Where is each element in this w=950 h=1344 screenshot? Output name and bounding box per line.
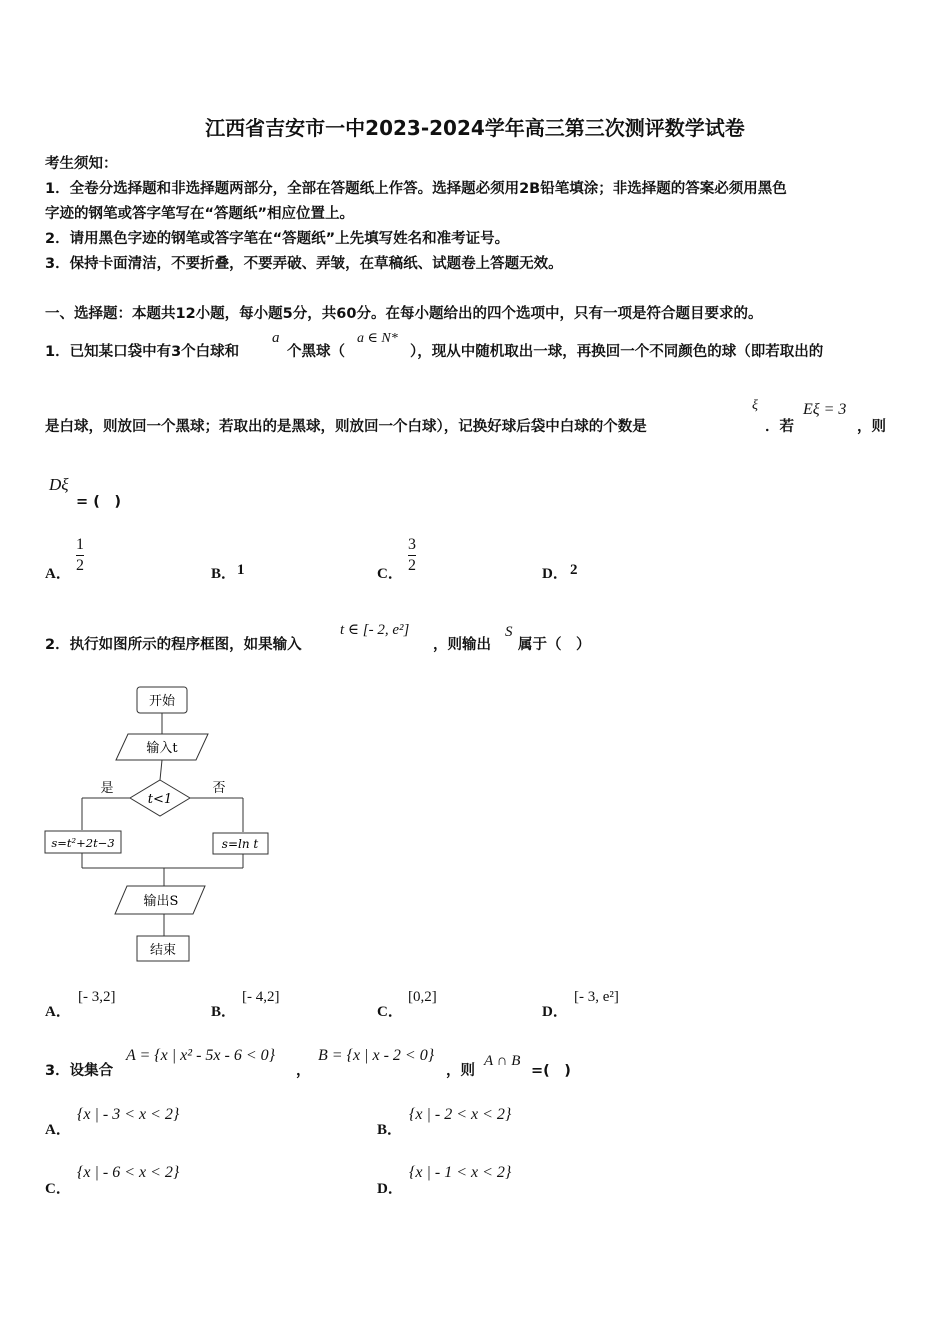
- q2-var-s: S: [505, 624, 513, 640]
- q1-text: ），现从中随机取出一球，再换回一个不同颜色的球（即若取出的: [410, 344, 824, 360]
- option-label: D．: [542, 566, 568, 582]
- q3-expression: A ∩ B: [484, 1053, 521, 1069]
- option-value: 2: [570, 562, 578, 578]
- section-heading: 一、选择题：本题共12小题，每小题5分，共60分。在每小题给出的四个选项中，只有一项是符合题目要求的。: [45, 306, 763, 322]
- q1-variance: Dξ: [49, 475, 69, 494]
- option-label: D．: [542, 1004, 568, 1020]
- q2-text: 属于（ ）: [518, 637, 591, 653]
- flowchart: [40, 680, 280, 970]
- q1-text: ．若: [765, 419, 794, 435]
- q3-set-b: B = {x | x - 2 < 0}: [318, 1047, 435, 1064]
- notice-item: 1．全卷分选择题和非选择题两部分，全部在答题纸上作答。选择题必须用2B铅笔填涂；非选择题的答案必须用黑色: [45, 181, 787, 197]
- q2-range: t ∈ [- 2, e²]: [340, 622, 410, 638]
- flow-input-label: 输入t: [146, 741, 178, 756]
- q1-var-a: a: [272, 330, 280, 346]
- flow-output-label: 输出S: [143, 894, 179, 909]
- option-label: A．: [45, 1004, 71, 1020]
- flow-start-label: 开始: [148, 694, 176, 709]
- q1-xi: ξ: [752, 398, 758, 413]
- notice-heading: 考生须知：: [45, 156, 118, 172]
- q1-text: 个黑球（: [287, 344, 345, 360]
- page-title: 江西省吉安市一中2023-2024学年高三第三次测评数学试卷: [205, 116, 745, 140]
- q3-text: 3．设集合: [45, 1063, 114, 1079]
- option-value: {x | - 2 < x < 2}: [409, 1106, 512, 1123]
- option-value: [- 4,2]: [242, 989, 280, 1005]
- flow-cond-label: t<1: [147, 792, 173, 807]
- option-label: C．: [377, 566, 403, 582]
- notice-item: 2．请用黑色字迹的钢笔或答字笔在“答题纸”上先填写姓名和准考证号。: [45, 231, 510, 247]
- flow-end-label: 结束: [149, 943, 177, 958]
- flow-right-label: s=ln t: [221, 837, 259, 851]
- q1-condition: a ∈ N*: [357, 331, 398, 346]
- q1-text: 1．已知某口袋中有3个白球和: [45, 344, 240, 360]
- flow-no-label: 否: [212, 781, 226, 796]
- q3-text: ，则: [446, 1063, 475, 1079]
- option-value: {x | - 1 < x < 2}: [409, 1164, 512, 1181]
- option-value: {x | - 3 < x < 2}: [77, 1106, 180, 1123]
- q2-text: ，则输出: [433, 637, 491, 653]
- q3-set-a: A = {x | x² - 5x - 6 < 0}: [126, 1047, 276, 1064]
- option-label: B．: [211, 1004, 237, 1020]
- option-label: D．: [377, 1181, 403, 1197]
- flow-yes-label: 是: [100, 781, 114, 796]
- option-value: [- 3,2]: [78, 989, 116, 1005]
- q1-expectation: Eξ = 3: [803, 401, 847, 418]
- option-c-fraction: $\frac{3}{2}$: [408, 536, 416, 574]
- option-label: C．: [377, 1004, 403, 1020]
- option-label: B．: [377, 1122, 403, 1138]
- option-label: C．: [45, 1181, 71, 1197]
- q2-text: 2．执行如图所示的程序框图，如果输入: [45, 637, 302, 653]
- option-label: B．: [211, 566, 237, 582]
- option-value: {x | - 6 < x < 2}: [77, 1164, 180, 1181]
- q1-text: ，则: [857, 419, 886, 435]
- option-value: [- 3, e²]: [574, 989, 619, 1005]
- option-label: A．: [45, 566, 71, 582]
- option-a-fraction: $\frac{1}{2}$: [76, 536, 84, 574]
- q1-text: = ( ): [76, 494, 121, 510]
- option-value: 1: [237, 562, 245, 578]
- notice-item: 3．保持卡面清洁，不要折叠，不要弄破、弄皱，在草稿纸、试题卷上答题无效。: [45, 256, 563, 272]
- option-label: A．: [45, 1122, 71, 1138]
- flow-left-label: s=t²+2t−3: [51, 836, 115, 850]
- option-value: [0,2]: [408, 989, 437, 1005]
- notice-item: 字迹的钢笔或答字笔写在“答题纸”相应位置上。: [45, 206, 355, 222]
- q3-text: =( ): [531, 1063, 571, 1079]
- q1-text: 是白球，则放回一个黑球；若取出的是黑球，则放回一个白球），记换好球后袋中白球的个数是: [45, 419, 647, 435]
- q3-text: ，: [296, 1063, 311, 1079]
